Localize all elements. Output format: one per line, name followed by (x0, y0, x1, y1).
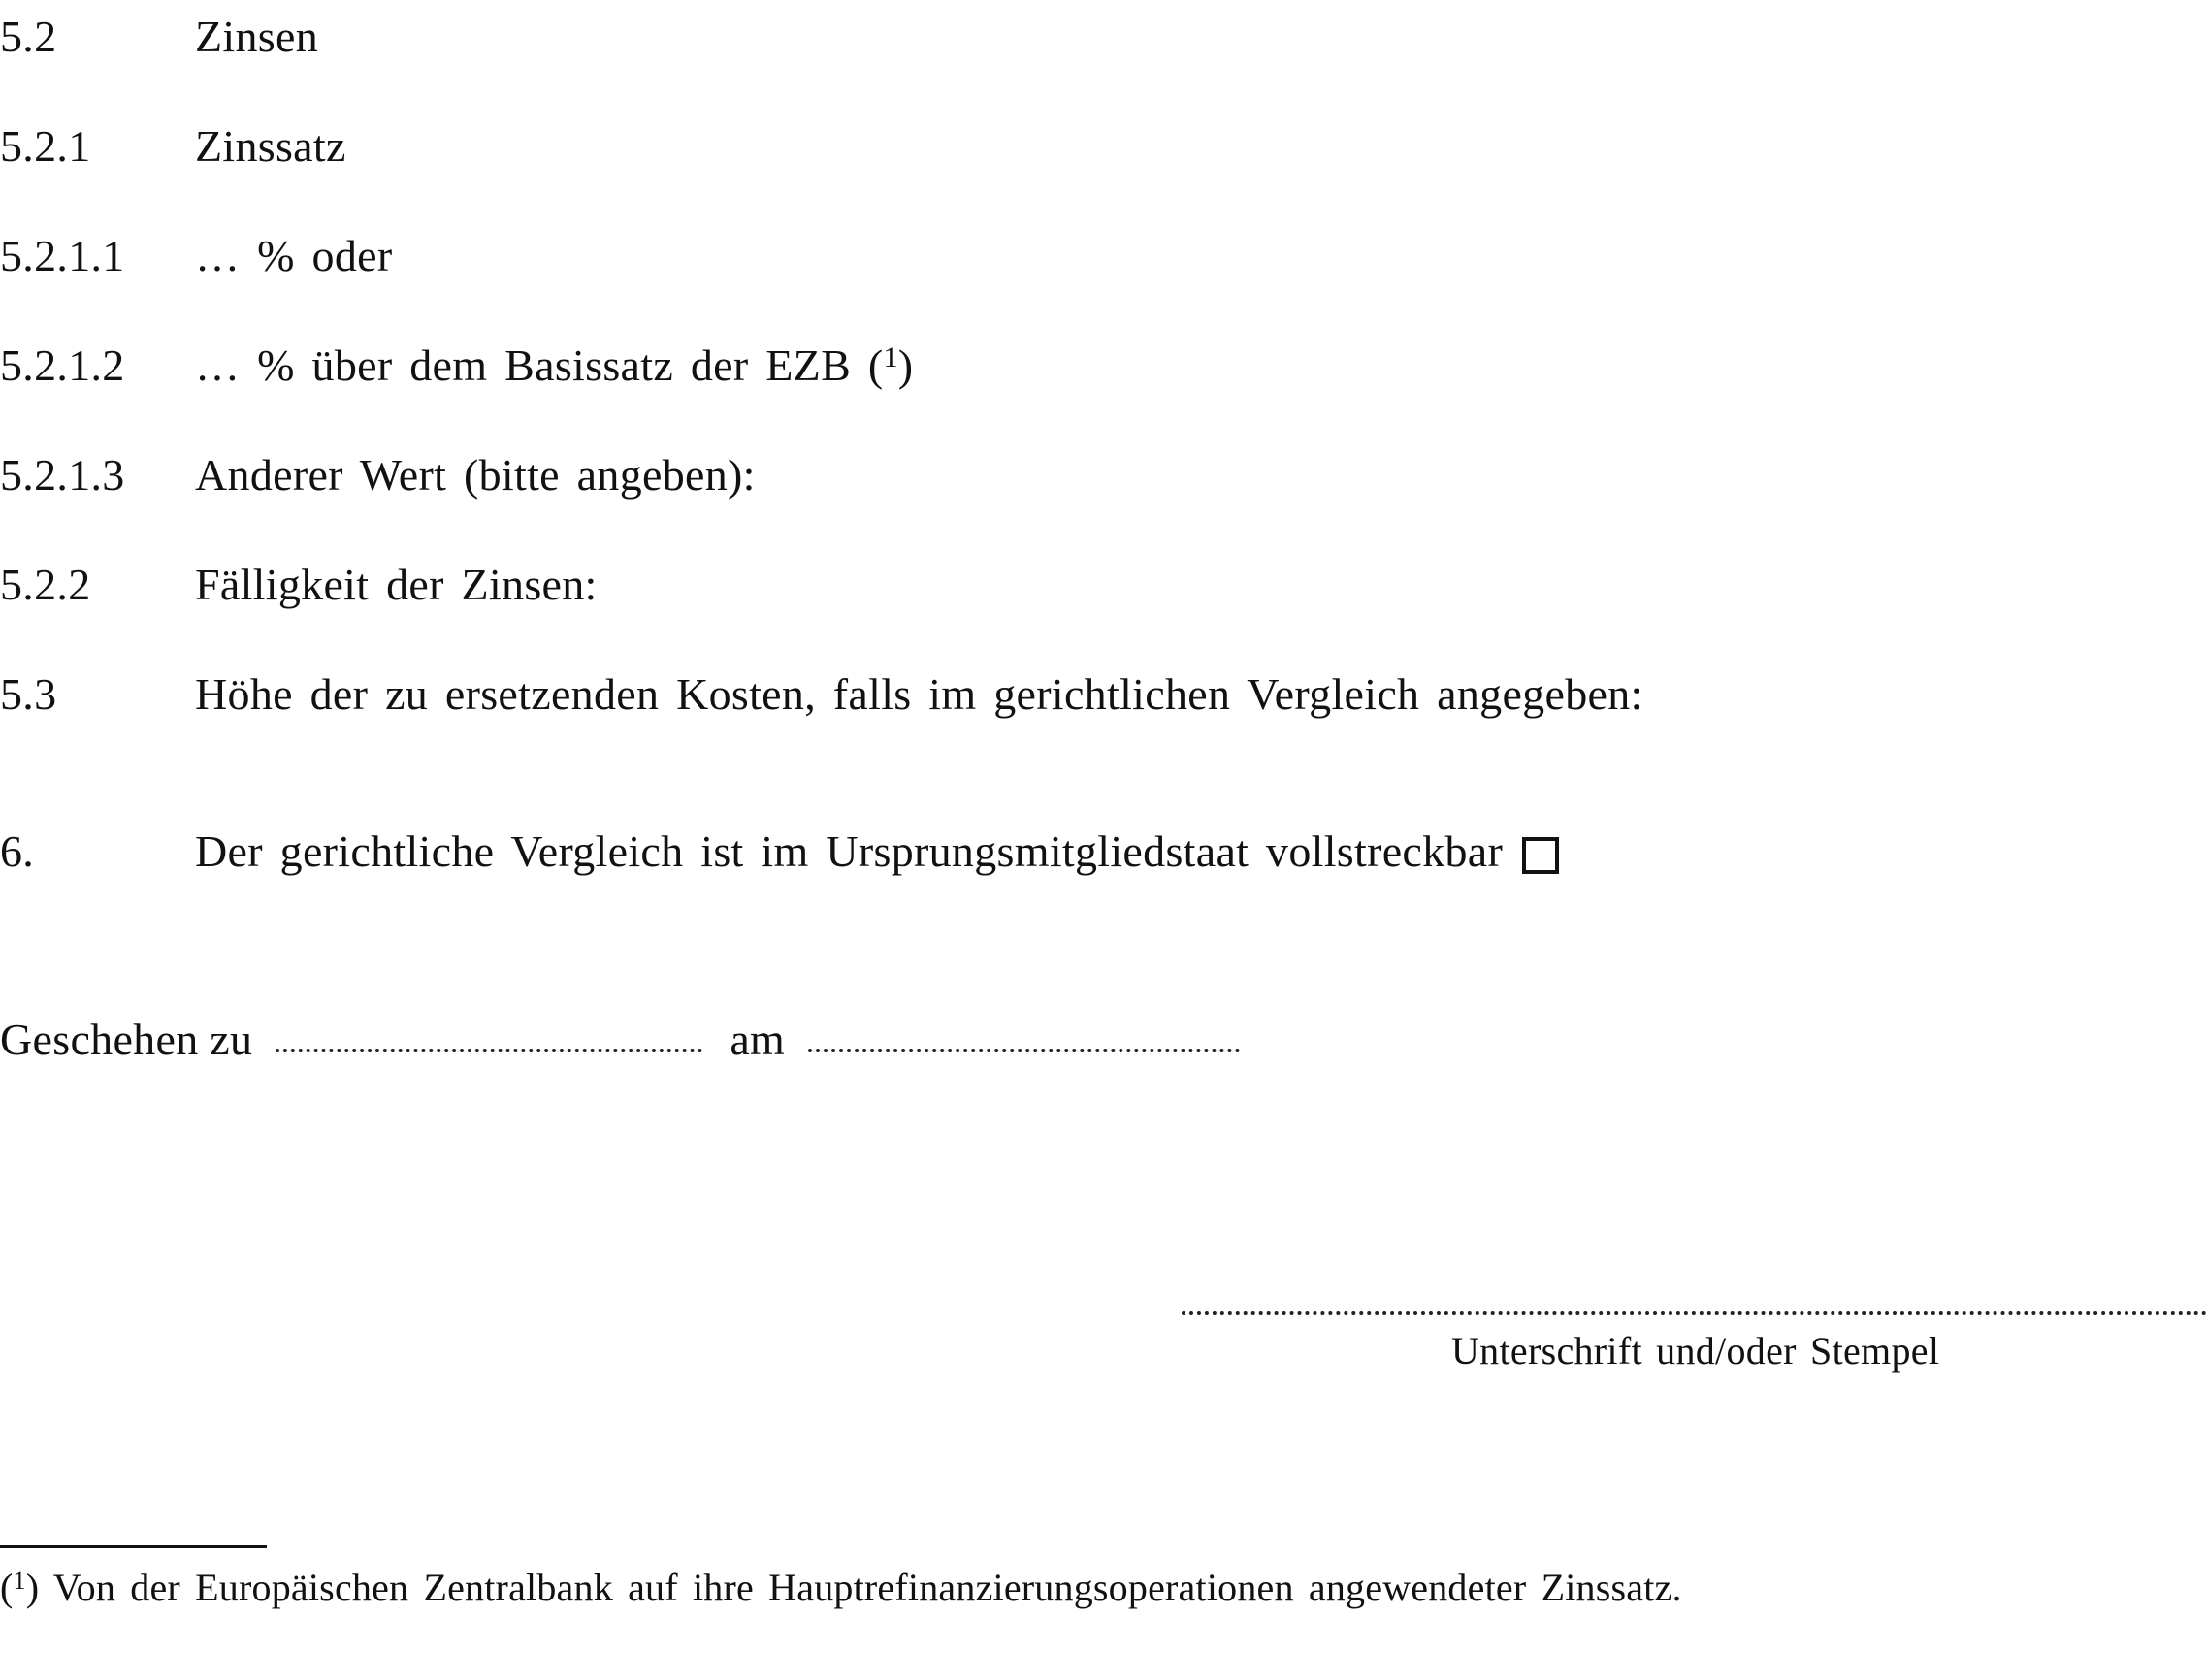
item-text: Der gerichtliche Vergleich ist im Ursprungsmitgliedstaat vollstreckbar (195, 826, 1504, 876)
place-field[interactable] (276, 1045, 702, 1052)
footnote-divider (0, 1545, 267, 1548)
item-text: Zinsen (195, 12, 318, 61)
item-text: … % oder (195, 231, 393, 280)
item-number: 5.2 (0, 12, 57, 61)
item-text-group (195, 824, 1559, 879)
footnote-marker-close: ) (25, 1566, 40, 1609)
item-text: Fälligkeit der Zinsen: (195, 560, 598, 609)
item-number: 6. (0, 826, 35, 876)
date-label: am (730, 1015, 786, 1064)
item-number: 5.2.1.1 (0, 231, 125, 280)
item-number: 5.2.1.2 (0, 340, 125, 390)
signature-label: Unterschrift und/oder Stempel (1451, 1329, 1940, 1373)
signature-field[interactable] (1182, 1308, 2207, 1315)
item-number: 5.2.1.3 (0, 450, 125, 500)
footnote-text: Von der Europäischen Zentralbank auf ihre Hauptrefinanzierungsoperationen angewendeter Zinssatz. (52, 1566, 1682, 1609)
date-field[interactable] (808, 1045, 1240, 1052)
item-text: Zinssatz (195, 121, 346, 171)
item-text-closing: ) (897, 340, 914, 390)
item-text-group (195, 339, 913, 393)
footnote-reference[interactable]: 1 (883, 341, 898, 373)
footnote-marker: 1 (13, 1567, 26, 1595)
item-number: 5.2.2 (0, 560, 91, 609)
item-number: 5.3 (0, 669, 57, 719)
enforceable-checkbox[interactable] (1522, 837, 1559, 874)
closing-line (0, 1013, 1240, 1067)
footnote (0, 1564, 1682, 1612)
item-text: Anderer Wert (bitte angeben): (195, 450, 756, 500)
item-text: … % über dem Basissatz der EZB ( (195, 340, 884, 390)
footnote-marker-open: ( (0, 1566, 14, 1609)
item-text: Höhe der zu ersetzenden Kosten, falls im gerichtlichen Vergleich angegeben: (195, 669, 1643, 719)
place-label: Geschehen zu (0, 1015, 253, 1064)
item-number: 5.2.1 (0, 121, 91, 171)
